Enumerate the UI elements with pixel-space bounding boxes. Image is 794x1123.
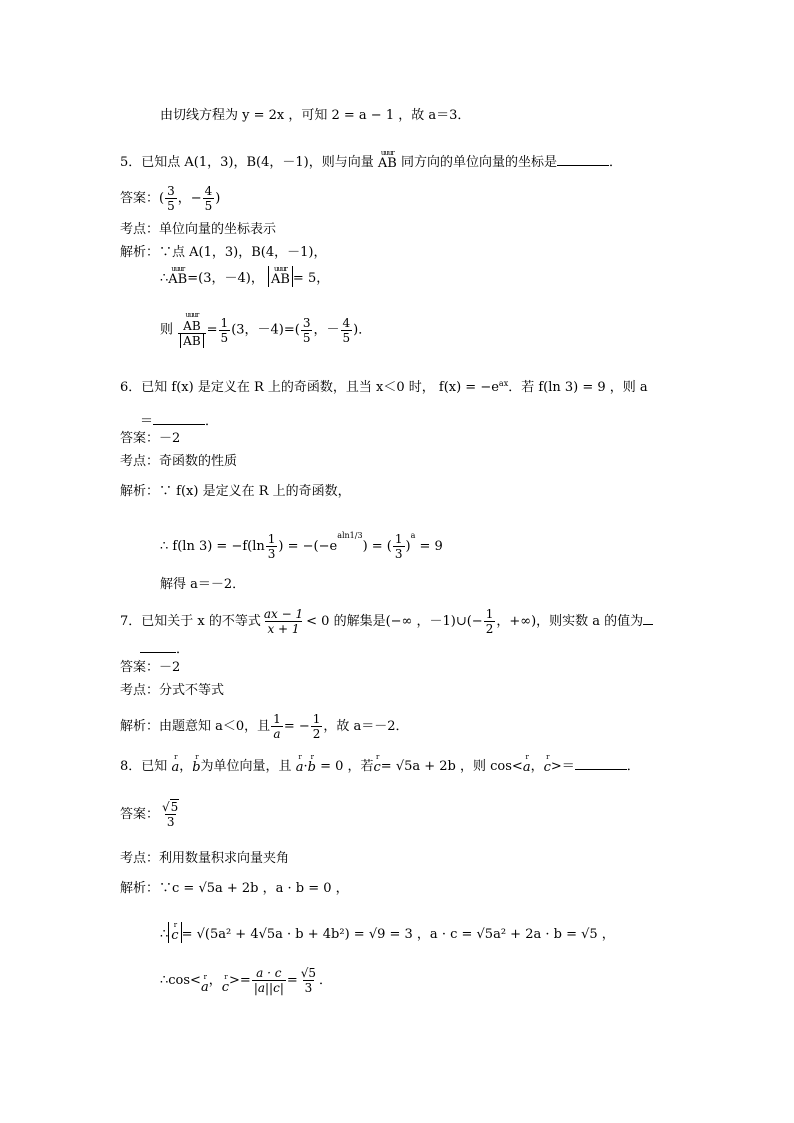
vector-ab — [183, 312, 200, 333]
denominator: 3 — [166, 815, 175, 829]
problem-6-question-cont — [140, 412, 218, 430]
step-text: ∵ f(x) 是定义在 R 上的奇函数， — [159, 484, 351, 499]
problem-number: 5． — [120, 155, 142, 170]
vector-mark: r — [525, 753, 528, 761]
kaodian-label: 考点： — [120, 851, 160, 866]
equals-sign: ＝ — [140, 414, 154, 429]
kaodian-label: 考点： — [120, 454, 160, 469]
problem-6-question — [120, 380, 648, 396]
vector-symbol: a — [295, 760, 304, 775]
numerator — [160, 800, 181, 814]
vector-symbol: c — [221, 980, 230, 995]
vector-c — [171, 922, 178, 943]
kaodian-text: 单位向量的坐标表示 — [159, 222, 277, 237]
question-end: ． — [205, 414, 219, 429]
numerator: 1 — [312, 712, 321, 726]
vector-symbol: AB — [270, 272, 290, 287]
vector-c — [222, 974, 229, 995]
separator: ，－ — [313, 322, 340, 338]
fraction — [301, 316, 313, 345]
problem-5-answer — [120, 184, 220, 213]
step-text: = √(5a² + 4√5a · b + 4b²) = √9 = 3 ，a · c = √5a² + 2a · b = √5 ， — [181, 927, 615, 942]
problem-number: 7． — [120, 614, 142, 629]
vector-mark: r — [173, 921, 177, 929]
step-text: ∵c = √5a + 2b ，a · b = 0 ， — [159, 881, 349, 896]
answer-blank[interactable] — [557, 153, 609, 166]
vector-mark: r — [375, 753, 379, 761]
problem-5-jiexi-3 — [160, 312, 371, 348]
answer-blank[interactable] — [153, 412, 205, 425]
fraction — [266, 532, 278, 561]
answer-label: 答案： — [120, 191, 160, 206]
kaodian-label: 考点： — [120, 683, 160, 698]
vector-symbol: a — [522, 760, 531, 775]
jiexi-label: 解析： — [120, 881, 160, 896]
exponent-text: aln — [337, 531, 350, 540]
vector-a — [523, 754, 531, 775]
vector-symbol: b — [192, 760, 201, 775]
problem-8-kaodian — [120, 851, 289, 867]
minus-sign: − — [190, 191, 202, 206]
problem-6-jiexi-2 — [160, 532, 443, 561]
question-end: ． — [626, 759, 640, 774]
fraction — [262, 607, 305, 636]
numerator: 1 — [485, 607, 494, 621]
vector-symbol: b — [307, 760, 316, 775]
paren: ) — [215, 191, 221, 206]
kaodian-text: 奇函数的性质 — [159, 454, 238, 469]
answer-value: －2 — [159, 431, 181, 446]
question-text: < 0 的解集是(−∞ ，－1)∪(− — [306, 614, 483, 629]
numerator: 3 — [302, 315, 311, 330]
numerator: 4 — [342, 315, 351, 330]
numerator — [181, 312, 202, 333]
numerator: 3 — [167, 184, 175, 198]
vector-symbol: a — [200, 980, 209, 995]
denominator: a — [273, 727, 281, 741]
problem-8-jiexi-3 — [160, 966, 332, 995]
numerator: a · c — [256, 966, 282, 980]
denominator: x + 1 — [267, 622, 300, 636]
problem-6-jiexi-1 — [120, 484, 351, 500]
problem-6-jiexi-3: 解得 a＝－2． — [160, 577, 246, 592]
question-text: = √5a + 2b ，则 cos< — [380, 759, 523, 774]
question-text: 同方向的单位向量的坐标是 — [400, 155, 557, 170]
problem-5-question — [120, 150, 622, 171]
vector-symbol: AB — [183, 334, 201, 348]
question-text: 已知 f(x) 是定义在 R 上的奇函数，且当 x＜0 时， f(x) = −e — [141, 380, 499, 395]
therefore-sign: ∴ — [160, 271, 169, 286]
problem-8-question: 8．已知 r a ， r b 为单位向量，且 r a · r b = 0 ，若 r c = √5a + 2b ，则 cos< r a ， r c >＝ ． — [120, 753, 640, 775]
answer-label: 答案： — [120, 660, 160, 675]
vector-ab — [168, 266, 187, 287]
vector-mark: uuur — [185, 311, 199, 319]
step-text: ) = −(−e — [278, 539, 338, 554]
fraction — [484, 607, 496, 636]
separator: ， — [208, 973, 222, 988]
step-text: ∵点 A(1，3)，B(4，－1)， — [159, 245, 327, 260]
vector-mark: r — [310, 753, 313, 761]
step-text: ． — [319, 973, 333, 988]
exponent: a — [410, 531, 416, 540]
step-text: )． — [353, 322, 372, 338]
jiexi-label: 解析： — [120, 719, 160, 734]
numerator: √5 — [300, 966, 317, 980]
denominator: 5 — [167, 199, 175, 213]
denominator: 5 — [204, 199, 213, 213]
vector-mark: r — [298, 753, 301, 761]
vector-symbol: AB — [168, 272, 188, 287]
problem-8-answer — [120, 800, 182, 829]
denominator: 3 — [304, 981, 313, 995]
problem-5-jiexi-1 — [120, 245, 326, 261]
abs-value — [168, 922, 181, 943]
denominator: 5 — [302, 330, 311, 345]
jiexi-label: 解析： — [120, 484, 160, 499]
problem-7-kaodian — [120, 683, 224, 699]
question-text: 已知关于 x 的不等式 — [141, 614, 261, 629]
denominator: 5 — [342, 330, 351, 345]
step-text: ，故 a＝－2． — [323, 719, 409, 734]
question-text: >＝ — [550, 759, 575, 774]
separator: ， — [179, 759, 193, 774]
step-text: ) = ( — [362, 539, 392, 554]
equals-sign: = — [286, 973, 298, 988]
denominator: 3 — [267, 547, 276, 561]
problem-5-jiexi-2 — [160, 266, 329, 287]
numerator: 4 — [204, 184, 213, 198]
separator: ， — [177, 191, 191, 206]
problem-6-answer — [120, 431, 180, 447]
exponent: aln1/3 — [337, 531, 363, 540]
vector-mark: r — [203, 973, 207, 981]
vector-mark: r — [195, 753, 198, 761]
vector-c — [374, 754, 381, 775]
vector-symbol: a — [171, 760, 180, 775]
step-text: ) — [405, 539, 411, 554]
fraction — [311, 712, 323, 741]
vector-mark: r — [224, 973, 227, 981]
fraction — [393, 532, 405, 561]
separator: ， — [530, 759, 544, 774]
question-text: 已知 — [141, 759, 168, 774]
problem-7-answer — [120, 660, 180, 676]
answer-blank[interactable] — [140, 640, 176, 653]
step-text: = − — [283, 719, 310, 734]
fraction — [165, 184, 177, 213]
denominator — [178, 333, 205, 348]
step-text: 由题意知 a＜0，且 — [159, 719, 271, 734]
answer-value: －2 — [159, 660, 181, 675]
vector-ab — [271, 266, 290, 287]
question-text: 已知点 A(1，3)，B(4，－1)，则与向量 — [141, 155, 374, 170]
fraction — [299, 966, 318, 995]
step-text: ∴cos< — [160, 973, 201, 988]
vector-symbol: AB — [377, 156, 397, 171]
vector-c — [544, 754, 551, 775]
fraction — [271, 712, 283, 741]
kaodian-text: 利用数量积求向量夹角 — [159, 851, 290, 866]
denominator: 5 — [220, 330, 229, 345]
step-text: 则 — [160, 322, 174, 338]
exponent: ax — [498, 379, 509, 388]
answer-blank[interactable] — [643, 612, 653, 625]
equals-sign: = — [206, 322, 218, 338]
vector-a — [296, 754, 304, 775]
kaodian-text: 分式不等式 — [159, 683, 225, 698]
question-text: = 0 ，若 — [320, 759, 374, 774]
vector-a — [201, 974, 209, 995]
vector-b — [192, 754, 200, 775]
numerator: ax − 1 — [263, 607, 304, 621]
step-text: =(3，－4)， — [187, 271, 264, 286]
question-text: ，+∞)，则实数 a 的值为 — [496, 614, 644, 629]
vector-symbol: AB — [183, 319, 201, 333]
abs-value — [180, 334, 203, 348]
step-text: >= — [229, 973, 251, 988]
vector-mark: uuur — [171, 265, 185, 273]
jiexi-label: 解析： — [120, 245, 160, 260]
denominator: 2 — [485, 622, 494, 636]
vector-b — [308, 754, 316, 775]
vector-symbol: c — [543, 760, 551, 775]
problem-7-question-cont — [140, 640, 189, 658]
question-end: ． — [608, 155, 622, 170]
fraction — [341, 316, 353, 345]
exponent-denominator: 3 — [357, 531, 363, 540]
exponent-numerator: 1 — [349, 531, 355, 540]
problem-6-kaodian — [120, 454, 237, 470]
fraction — [219, 316, 231, 345]
problem-5-kaodian — [120, 222, 276, 238]
step-text: ∴ f(ln 3) = −f(ln — [160, 539, 265, 554]
intro-line: 由切线方程为 y = 2x ，可知 2 = a − 1 ，故 a＝3． — [160, 108, 471, 123]
answer-blank[interactable] — [575, 757, 627, 770]
vector-symbol: c — [373, 760, 381, 775]
problem-number: 6． — [120, 380, 142, 395]
problem-8-jiexi-1 — [120, 881, 349, 897]
denominator: 3 — [394, 547, 403, 561]
numerator: 1 — [267, 532, 276, 546]
vector-mark: r — [546, 753, 549, 761]
step-text: = 9 — [415, 539, 443, 554]
question-text: 为单位向量，且 — [200, 759, 292, 774]
fraction — [203, 184, 215, 213]
question-end: ． — [176, 642, 190, 657]
unit-vector-fraction — [178, 312, 205, 348]
numerator: 1 — [273, 712, 281, 726]
sqrt: √5 — [162, 800, 179, 814]
problem-7-jiexi — [120, 712, 409, 741]
vector-mark: uuur — [274, 265, 287, 273]
denominator: 2 — [312, 727, 321, 741]
vector-ab — [378, 150, 397, 171]
kaodian-label: 考点： — [120, 222, 160, 237]
vector-mark: r — [174, 753, 177, 761]
vector-symbol: c — [171, 928, 179, 943]
answer-label: 答案： — [120, 431, 160, 446]
numerator: 1 — [220, 315, 229, 330]
radicand: 5 — [170, 800, 179, 814]
denominator: |a||c| — [253, 981, 284, 995]
problem-8-jiexi-2 — [160, 922, 615, 943]
numerator: 1 — [394, 532, 403, 546]
therefore-sign: ∴ — [160, 927, 169, 942]
paren: ( — [159, 191, 165, 206]
answer-label: 答案： — [120, 807, 160, 822]
problem-7-question — [120, 607, 653, 636]
step-text: (3，－4)=( — [231, 322, 300, 338]
fraction — [252, 966, 286, 995]
vector-mark: uuur — [380, 149, 394, 157]
problem-number: 8． — [120, 759, 142, 774]
abs-value — [268, 266, 293, 287]
question-text: ．若 f(ln 3) = 9 ，则 a — [508, 380, 648, 395]
fraction — [160, 800, 181, 829]
step-text: = 5， — [292, 271, 330, 286]
